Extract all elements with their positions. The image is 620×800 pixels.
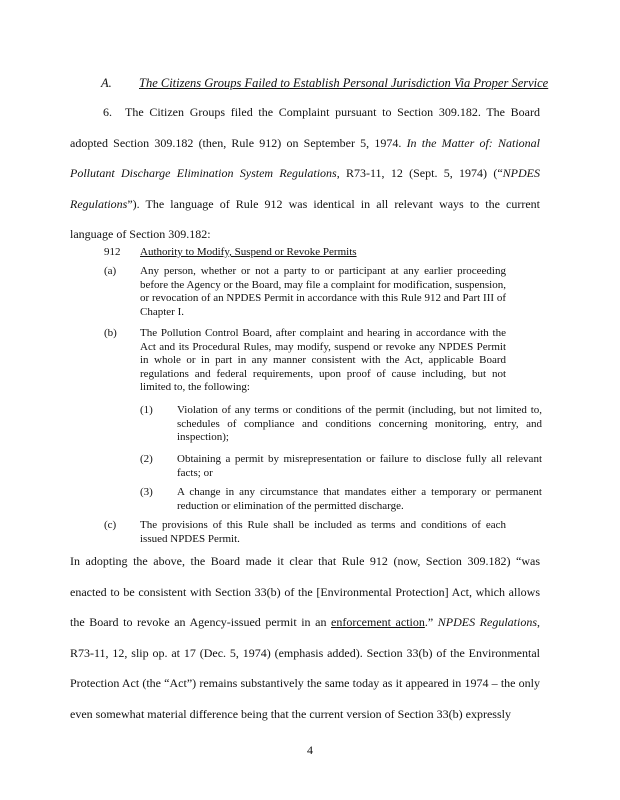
section-letter: A. bbox=[101, 76, 112, 90]
subsection-label: (b) bbox=[104, 327, 117, 339]
paragraph-text: , R73-11, 12 (Sept. 5, 1974) (“ bbox=[336, 166, 503, 180]
subsection-text: Any person, whether or not a party to or participant at any earlier proceeding before the Agency or the Board, may file a complaint for modification, suspension, or revocation of an NPDES Permit in accordance with this Rule 912 and Part III of Chapter I. bbox=[140, 265, 506, 318]
clause-text: Violation of any terms or conditions of the permit (including, but not limited to, schedules of compliance and conditions concerning monitoring, entry, and inspection); bbox=[177, 404, 542, 444]
rule-subsection-a bbox=[104, 265, 506, 319]
rule-clause-1 bbox=[140, 404, 542, 445]
subsection-text: The Pollution Control Board, after complaint and hearing in accordance with the Act and its Procedural Rules, may modify, suspend or revoke any NPDES Permit in whole or in part in any manner consistent with the Act, applicable Board regulations and federal requirements, upon proof of cause including, but not limited to, the following: bbox=[140, 327, 506, 394]
section-title: The Citizens Groups Failed to Establish Personal Jurisdiction Via Proper Service bbox=[139, 76, 549, 90]
clause-text: A change in any circumstance that mandates either a temporary or permanent reduction or elimination of the permitted discharge. bbox=[177, 486, 542, 512]
section-heading bbox=[101, 76, 561, 91]
rule-subsection-c bbox=[104, 519, 506, 546]
clause-label: (1) bbox=[140, 404, 153, 416]
rule-clause-3 bbox=[140, 486, 542, 513]
paragraph-7 bbox=[70, 546, 540, 729]
clause-label: (3) bbox=[140, 486, 153, 498]
rule-clause-2 bbox=[140, 453, 542, 480]
subsection-label: (c) bbox=[104, 519, 117, 531]
emphasized-phrase: enforcement action bbox=[331, 615, 425, 629]
paragraph-text: ”). The language of Rule 912 was identical in all relevant ways to the current language of Section 309.182: bbox=[70, 196, 540, 241]
rule-number: 912 bbox=[104, 246, 121, 258]
paragraph-text: , R73-11, 12, slip op. at 17 (Dec. 5, 1974) (emphasis added). Section 33(b) of the Environmental Protection Act (the “Act”) remains substantively the same today as it appeared in 1974 – the only even somewhat material difference being that the current version of Section 33(b) expressly bbox=[70, 615, 540, 721]
case-citation: In the Matter of: National Pollutant Discharge Elimination System Regulations bbox=[70, 135, 540, 180]
paragraph-6 bbox=[70, 97, 540, 250]
paragraph-text: The Citizen Groups filed the Complaint pursuant to Section 309.182. The Board adopted Section 309.182 (then, Rule 912) on September 5, 1974. bbox=[70, 105, 540, 150]
rule-subsection-b bbox=[104, 327, 506, 395]
short-citation: NPDES Regulations bbox=[70, 166, 541, 211]
paragraph-number: 6. bbox=[103, 105, 112, 119]
subsection-label: (a) bbox=[104, 265, 117, 277]
subsection-text: The provisions of this Rule shall be included as terms and conditions of each issued NPDES Permit. bbox=[140, 519, 506, 545]
paragraph-text: .” bbox=[424, 615, 438, 629]
clause-text: Obtaining a permit by misrepresentation or failure to disclose fully all relevant facts; or bbox=[177, 453, 542, 479]
rule-heading bbox=[104, 246, 506, 260]
short-citation: NPDES Regulations bbox=[437, 615, 537, 629]
rule-title: Authority to Modify, Suspend or Revoke Permits bbox=[140, 246, 357, 258]
clause-label: (2) bbox=[140, 453, 153, 465]
page-number: 4 bbox=[307, 743, 313, 757]
paragraph-text: In adopting the above, the Board made it clear that Rule 912 (now, Section 309.182) “was enacted to be consistent with Section 33(b) of the [Environmental Protection] Act, which allows the Board to revoke an Agency-issued permit in an bbox=[70, 554, 540, 629]
